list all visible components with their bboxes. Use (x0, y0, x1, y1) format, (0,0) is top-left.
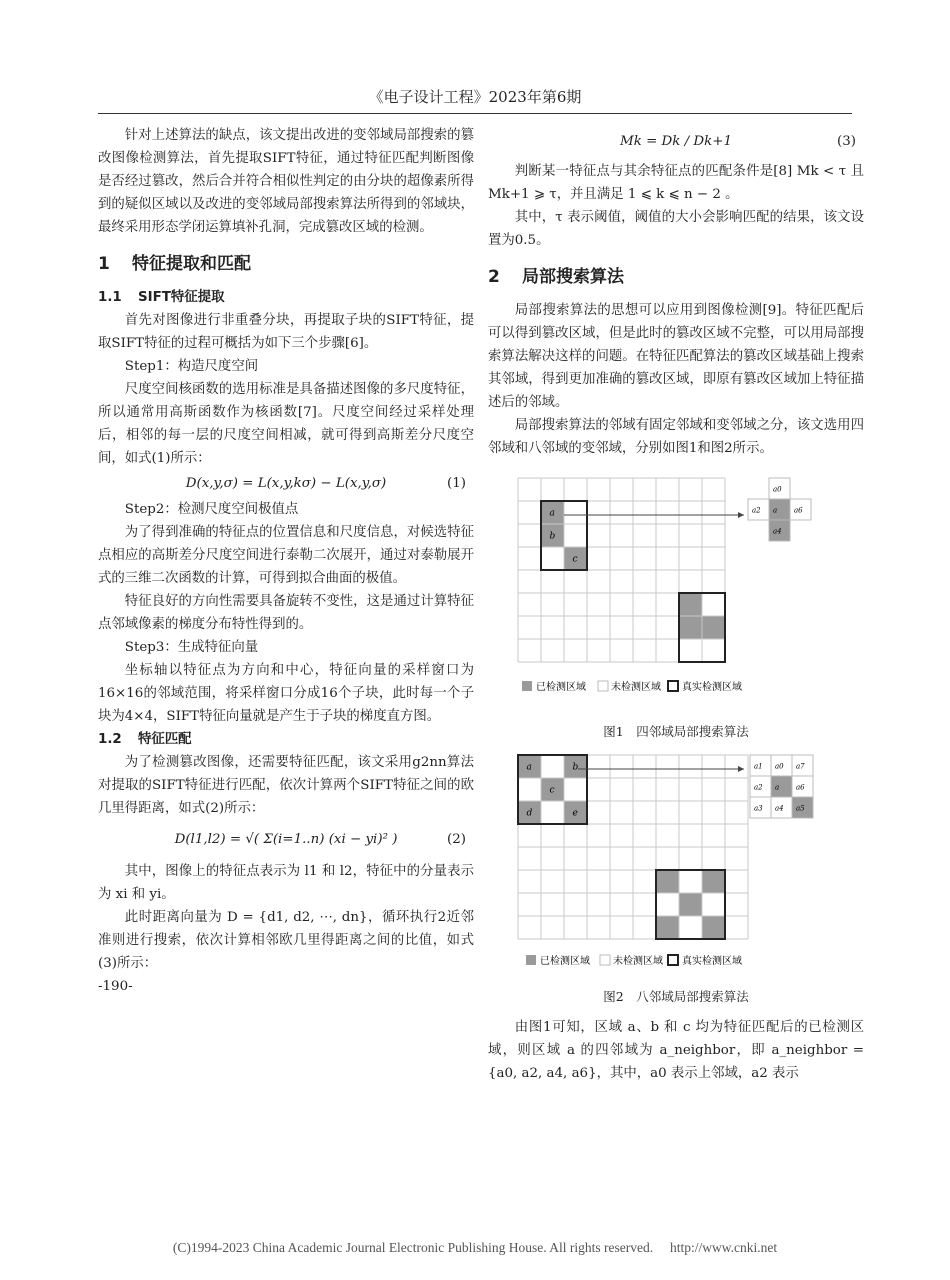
paragraph: 首先对图像进行非重叠分块，再提取子块的SIFT特征，提取SIFT特征的过程可概括为如下三个步骤[6]。 (98, 313, 474, 351)
neighbor-label: a0 (775, 762, 784, 771)
equation-1: D(x,y,σ) = L(x,y,kσ) − L(x,y,σ) (1) (185, 476, 466, 491)
neighbor-label: a (773, 506, 778, 515)
paragraph: 此时距离向量为 D = {d1, d2, ⋯, dn}，循环执行2近邻准则进行搜索，依次计算相邻欧几里得距离之间的比值，如式(3)所示： (98, 910, 474, 971)
neighbor-label: a1 (754, 762, 763, 771)
paragraph: 其中，τ 表示阈值，阈值的大小会影响匹配的结果，该文设置为0.5。 (488, 210, 864, 248)
legend-true: 真实检测区域 (682, 682, 742, 693)
paragraph: 局部搜索算法的思想可以应用到图像检测[9]。特征匹配后可以得到篡改区域，但是此时的篡改区域不完整，可以用局部搜索算法解决这样的问题。在特征匹配算法的篡改区域基础上搜索其邻域，得到更加准确的篡改区域，即原有篡改区域加上特征描述后的邻域。 (488, 303, 864, 410)
equation-2: D(l1,l2) = √( Σ(i=1..n) (xi − yi)² ) (2) (174, 832, 466, 847)
detected-cell (702, 916, 725, 939)
paragraph: 为了检测篡改图像，还需要特征匹配，该文采用g2nn算法对提取的SIFT特征进行匹配，依次计算两个SIFT特征之间的欧几里得距离，如式(2)所示： (98, 755, 474, 816)
legend-undetected: 未检测区域 (613, 956, 663, 967)
paragraph: 针对上述算法的缺点，该文提出改进的变邻域局部搜索的篡改图像检测算法，首先提取SIFT特征，通过特征匹配判断图像是否经过篡改，然后合并符合相似性判定的由分块的超像素所得到的疑似区域以及改进的变邻域局部搜索算法所得到的邻域块，最终采用形态学闭运算填补孔洞，完成篡改区域的检测。 (98, 128, 474, 235)
neighbor-label: a6 (794, 506, 803, 515)
step-2: Step2：检测尺度空间极值点 (124, 502, 299, 517)
figure-1-graphic (488, 468, 864, 708)
figure-1 (488, 468, 864, 716)
detected-cell (679, 893, 702, 916)
figure-2 (488, 751, 864, 981)
region-label: a (526, 762, 532, 773)
legend-undetected-swatch (598, 681, 608, 691)
detected-cell (679, 616, 702, 639)
legend-true-swatch (668, 681, 678, 691)
region-label: a (549, 508, 555, 519)
search-arrow-head (738, 512, 744, 518)
detected-cell (702, 616, 725, 639)
paragraph: 判断某一特征点与其余特征点的匹配条件是[8] Mk < τ 且 Mk+1 ⩾ τ，并且满足 1 ⩽ k ⩽ n − 2 。 (488, 164, 864, 202)
legend-detected: 已检测区域 (536, 682, 586, 693)
detected-cell (656, 916, 679, 939)
grid-8-neighbor (518, 755, 813, 939)
legend-undetected-swatch (600, 955, 610, 965)
section-1-1-heading: 1.1 SIFT特征提取 (98, 290, 225, 305)
neighbor-label: a3 (754, 804, 763, 813)
legend-detected: 已检测区域 (540, 956, 590, 967)
paragraph: 特征良好的方向性需要具备旋转不变性，这是通过计算特征点邻域像素的梯度分布特性得到的。 (98, 594, 474, 632)
paragraph: 局部搜索算法的邻域有固定邻域和变邻域之分，该文选用四邻域和八邻域的变邻域，分别如图1和图2所示。 (488, 418, 864, 456)
detected-cell (679, 593, 702, 616)
paragraph: 尺度空间核函数的选用标准是具备描述图像的多尺度特征，所以通常用高斯函数作为核函数[7]。尺度空间经过采样处理后，相邻的每一层的尺度空间相减，就可得到高斯差分尺度空间，如式(1)所示： (98, 382, 474, 466)
neighbor-label: a5 (796, 804, 805, 813)
paragraph: 坐标轴以特征点为方向和中心，特征向量的采样窗口为16×16的邻域范围，将采样窗口分成16个子块，此时每一个子块为4×4，SIFT特征向量就是产生于子块的梯度直方图。 (98, 663, 474, 724)
neighbor-label: a4 (773, 527, 782, 536)
running-header: 《电子设计工程》2023年第6期 (368, 88, 582, 106)
neighbor-label: a4 (775, 804, 784, 813)
right-column (488, 124, 864, 1085)
region-label: c (549, 785, 555, 796)
paragraph: 为了得到准确的特征点的位置信息和尺度信息，对候选特征点相应的高斯差分尺度空间进行泰勒二次展开，通过对泰勒展开式的三维二次函数的计算，可得到拟合曲面的极值。 (98, 525, 474, 586)
legend-true: 真实检测区域 (682, 956, 742, 967)
neighbor-label: a2 (754, 783, 763, 792)
region-label: b (549, 531, 556, 542)
section-2-heading: 2 局部搜索算法 (488, 267, 624, 287)
legend-detected-swatch (526, 955, 536, 965)
figure-2-caption: 图2 八邻域局部搜索算法 (603, 989, 749, 1004)
copyright-footer: (C)1994-2023 China Academic Journal Electronic Publishing House. All rights reserved. http://www.cnki.net (172, 1240, 778, 1255)
legend-detected-swatch (522, 681, 532, 691)
legend-undetected: 未检测区域 (611, 682, 661, 693)
detected-cell (656, 870, 679, 893)
equation-3: Mk = Dk / Dk+1 (3) (619, 134, 856, 149)
region-label: c (572, 554, 578, 565)
page-number: -190- (98, 979, 133, 994)
detected-cell (702, 870, 725, 893)
step-1: Step1：构造尺度空间 (124, 359, 259, 374)
figure-1-caption: 图1 四邻域局部搜索算法 (603, 724, 749, 739)
paragraph: 其中，图像上的特征点表示为 l1 和 l2，特征中的分量表示为 xi 和 yi。 (98, 864, 474, 902)
header-rule (98, 113, 852, 114)
figure-2-graphic (488, 751, 864, 973)
region-label: b (572, 762, 579, 773)
section-1-heading: 1 特征提取和匹配 (98, 254, 251, 274)
region-label: d (526, 808, 533, 819)
paragraph: 由图1可知，区域 a、b 和 c 均为特征匹配后的已检测区域，则区域 a 的四邻域为 a_neighbor，即 a_neighbor = {a0, a2, a4, a6}，其中，a0 表示上邻域，a2 表示 (488, 1020, 864, 1081)
grid-4-neighbor (518, 478, 811, 662)
neighbor-label: a (775, 783, 780, 792)
step-3: Step3：生成特征向量 (124, 640, 259, 655)
search-arrow-head (738, 766, 744, 772)
neighbor-label: a7 (796, 762, 805, 771)
neighbor-label: a6 (796, 783, 805, 792)
legend-true-swatch (668, 955, 678, 965)
left-column (98, 124, 474, 998)
region-label: e (572, 808, 578, 819)
section-1-2-heading: 1.2 特征匹配 (98, 732, 192, 747)
neighbor-label: a0 (773, 485, 782, 494)
neighbor-label: a2 (752, 506, 761, 515)
